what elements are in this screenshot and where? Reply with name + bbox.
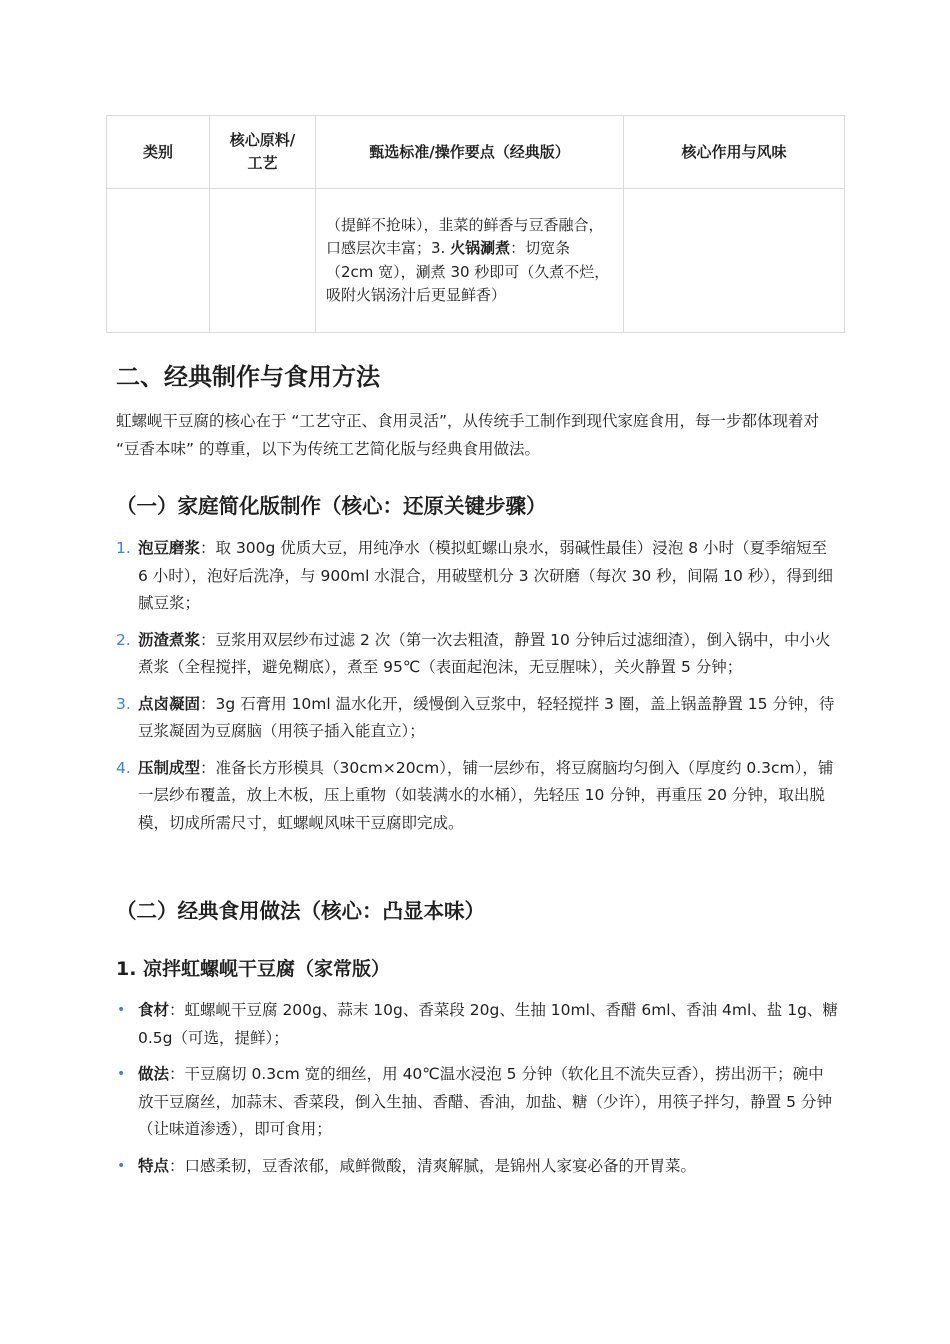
step-text: ：取 300g 优质大豆，用纯净水（模拟虹螺山泉水，弱碱性最佳）浸泡 8 小时（夏季缩短至 6 小时），泡好后洗净，与 900ml 水混合，用破壁机分 3 次研磨（每次 30 秒，间隔 10 秒），得到细腻豆浆； xyxy=(138,539,834,612)
header-effect: 核心作用与风味 xyxy=(624,116,845,189)
step-number: 4. xyxy=(116,758,131,777)
cell-standard-bold: 火锅涮煮 xyxy=(450,239,511,257)
cell-effect xyxy=(624,189,845,333)
dish-title: 1. 凉拌虹螺岘干豆腐（家常版） xyxy=(116,958,391,980)
bullet-icon: • xyxy=(117,1157,126,1174)
item-text: ：虹螺岘干豆腐 200g、蒜末 10g、香菜段 20g、生抽 10ml、香醋 6ml、香油 4ml、盐 1g、糖 0.5g（可选，提鲜）； xyxy=(138,1001,838,1047)
cell-standard-text-1: （提鲜不抢味），韭菜的鲜香与豆香融合，口感层次丰富；3. xyxy=(326,215,604,257)
step-label: 沥渣煮浆 xyxy=(138,630,201,649)
step-label: 泡豆磨浆 xyxy=(138,539,201,557)
cell-material xyxy=(210,189,316,333)
list-item xyxy=(116,627,838,682)
list-item xyxy=(116,535,838,618)
step-text: ：3g 石膏用 10ml 温水化开，缓慢倒入豆浆中，轻轻搅拌 3 圈，盖上锅盖静置 15 分钟，待豆浆凝固为豆腐脑（用筷子插入能直立）； xyxy=(138,694,835,740)
list-item xyxy=(116,755,838,838)
item-text: ：干豆腐切 0.3cm 宽的细丝，用 40℃温水浸泡 5 分钟（软化且不流失豆香），捞出沥干；碗中放干豆腐丝，加蒜末、香菜段，倒入生抽、香醋、香油，加盐、糖（少许），用筷子拌匀，静置 5 分钟（让味道渗透），即可食用； xyxy=(138,1065,832,1138)
bullet-icon: • xyxy=(117,1002,126,1018)
step-text: ：准备长方形模具（30cm×20cm），铺一层纱布，将豆腐脑均匀倒入（厚度约 0.3cm），铺一层纱布覆盖，放上木板，压上重物（如装满水的水桶），先轻压 10 分钟，再重压 20 分钟，取出脱模，切成所需尺寸，虹螺岘风味干豆腐即完成。 xyxy=(138,758,834,832)
step-number: 2. xyxy=(116,630,131,649)
step-label: 点卤凝固 xyxy=(138,694,201,713)
section-intro: 虹螺岘干豆腐的核心在于 “工艺守正、食用灵活”，从传统手工制作到现代家庭食用，每一步都体现着对 “豆香本味” 的尊重，以下为传统工艺简化版与经典食用做法。 xyxy=(116,412,819,458)
list-item xyxy=(116,1061,838,1144)
dish-detail-list xyxy=(116,997,838,1180)
step-number: 1. xyxy=(116,539,131,557)
step-text: ：豆浆用双层纱布过滤 2 次（第一次去粗渣，静置 10 分钟后过滤细渣），倒入锅中，中小火煮浆（全程搅拌，避免糊底），煮至 95℃（表面起泡沫，无豆腥味），关火静置 5 分钟； xyxy=(138,630,831,676)
step-label: 压制成型 xyxy=(138,758,201,777)
list-item xyxy=(116,997,838,1052)
bullet-icon: • xyxy=(117,1066,126,1082)
header-category: 类别 xyxy=(107,116,210,189)
item-label: 特点 xyxy=(138,1156,170,1175)
item-label: 做法 xyxy=(138,1065,170,1083)
subsection-title-making: （一）家庭简化版制作（核心：还原关键步骤） xyxy=(116,494,547,518)
list-item xyxy=(116,691,838,746)
ingredient-table xyxy=(106,115,845,333)
item-label: 食材 xyxy=(138,1001,170,1019)
making-steps-list xyxy=(116,535,838,837)
header-standard: 甄选标准/操作要点（经典版） xyxy=(316,116,624,189)
cell-standard xyxy=(316,189,624,333)
cell-category xyxy=(107,189,210,333)
cell-standard-text-2: ：切宽条（2cm 宽），涮煮 30 秒即可（久煮不烂，吸附火锅汤汁后更显鲜香） xyxy=(326,239,610,304)
header-material: 核心原料/工艺 xyxy=(210,116,316,189)
table-header-row xyxy=(107,116,845,189)
subsection-title-eating: （二）经典食用做法（核心：凸显本味） xyxy=(116,899,485,923)
table-row xyxy=(107,189,845,333)
section-title: 二、经典制作与食用方法 xyxy=(116,363,380,391)
list-item xyxy=(116,1153,838,1181)
item-text: ：口感柔韧，豆香浓郁，咸鲜微酸，清爽解腻，是锦州人家宴必备的开胃菜。 xyxy=(169,1156,697,1175)
step-number: 3. xyxy=(116,694,131,713)
